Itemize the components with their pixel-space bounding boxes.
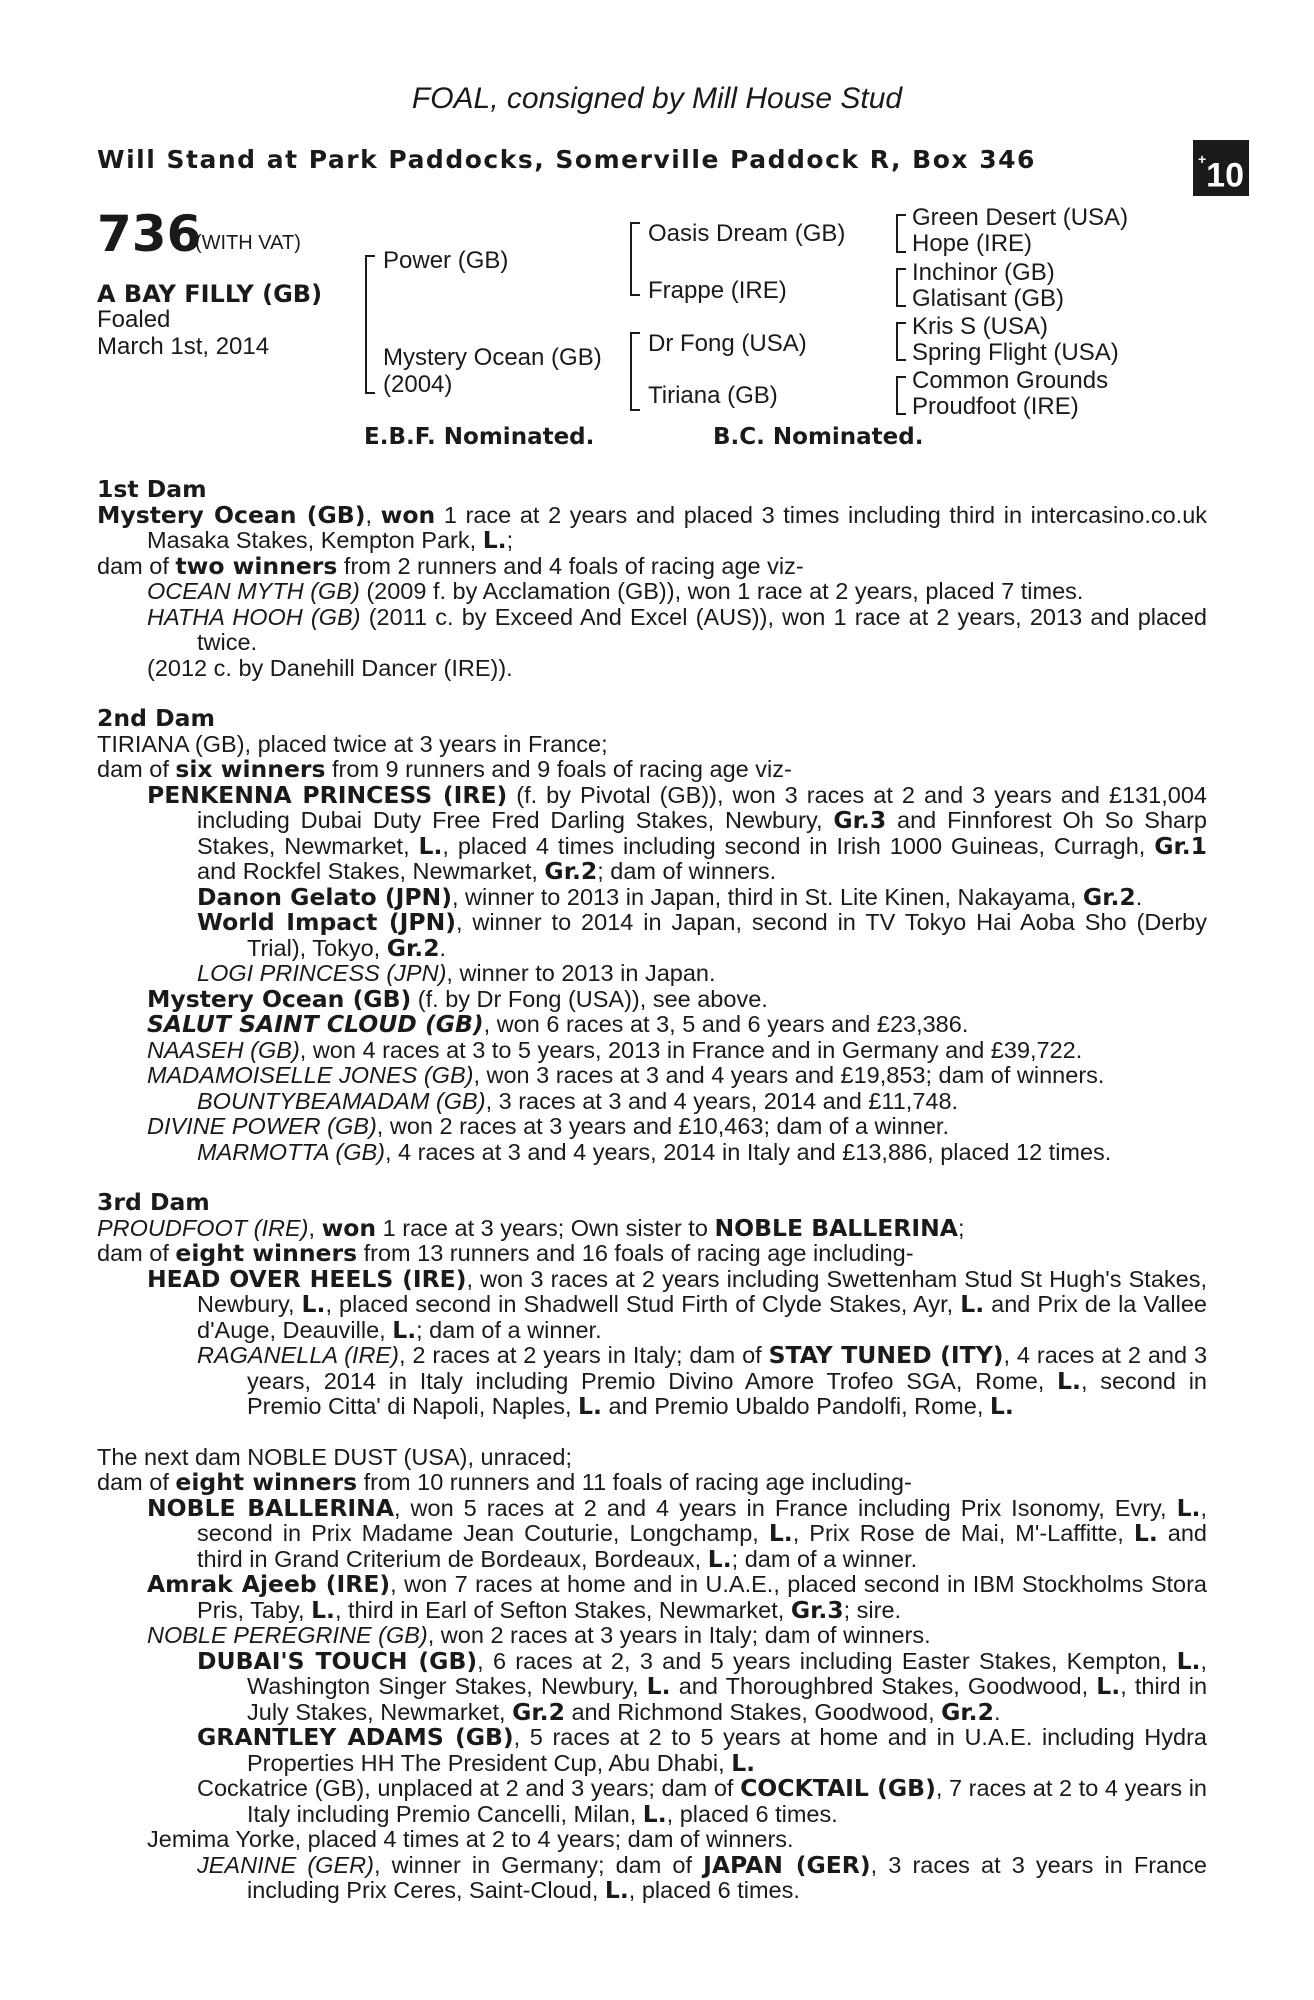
badge-number: 10 [1206, 156, 1244, 195]
dam1-foal-1: OCEAN MYTH (GB) (2009 f. by Acclamation (GB)), won 1 race at 2 years, placed 7 times. [147, 578, 1084, 604]
pedigree-brace-sire [630, 222, 640, 296]
dam2-grand-world: World Impact (JPN), winner to 2014 in Japan, second in TV Tokyo Hai Aoba Sho (Derby Trial), Tokyo, Gr.2. [197, 908, 1208, 962]
first-dam-heading: 1st Dam [97, 475, 207, 503]
dam1-foal-2: HATHA HOOH (GB) (2011 c. by Exceed And Excel (AUS)), won 1 race at 2 years, 2013 and placed twice. [147, 603, 1207, 655]
badge-mark: + [1197, 151, 1207, 167]
dam2-record: TIRIANA (GB), placed twice at 3 years in France; [97, 730, 608, 757]
lot-description: A BAY FILLY (GB) [97, 280, 323, 308]
dam2-foal-madamoiselle: MADAMOISELLE JONES (GB), won 3 races at 3 and 4 years and £19,853; dam of winners. [147, 1062, 1105, 1088]
dam1-foal-3: (2012 c. by Danehill Dancer (IRE)). [147, 654, 513, 681]
dam2-grand-marmotta: MARMOTTA (GB), 4 races at 3 and 4 years, 2014 in Italy and £13,886, placed 12 times. [197, 1138, 1112, 1165]
dam4-record: The next dam NOBLE DUST (USA), unraced; [97, 1443, 572, 1470]
pedigree-brace-g2 [896, 268, 906, 307]
dam2-foal-divine: DIVINE POWER (GB), won 2 races at 3 years and £10,463; dam of a winner. [147, 1113, 949, 1139]
pedigree-brace-main [365, 255, 375, 394]
dam3-produce: dam of eight winners from 13 runners and 16 foals of racing age including- [97, 1239, 914, 1267]
sire-sire: Oasis Dream (GB) [648, 220, 846, 247]
dam2-produce: dam of six winners from 9 runners and 9 foals of racing age viz- [97, 755, 792, 783]
sire-dam: Frappe (IRE) [648, 277, 787, 304]
dam: Mystery Ocean (GB) [383, 344, 602, 371]
gg-dam-4: Proudfoot (IRE) [912, 393, 1079, 420]
pedigree-brace-g3 [896, 322, 906, 361]
stand-location: Will Stand at Park Paddocks, Somerville Paddock R, Box 346 [97, 145, 1036, 174]
foaled-label: Foaled [97, 306, 171, 333]
pedigree-brace-g1 [896, 214, 906, 253]
second-dam-heading: 2nd Dam [97, 704, 215, 732]
dam4-grand-jeanine: JEANINE (GER), winner in Germany; dam of JAPAN (GER), 3 races at 3 years in France including Prix Ceres, Saint-Cloud, L., placed 6 times. [197, 1850, 1208, 1904]
dam-year: (2004) [383, 371, 453, 398]
dam-sire: Dr Fong (USA) [648, 330, 807, 357]
gg-sire-3: Kris S (USA) [912, 313, 1049, 340]
dam4-produce: dam of eight winners from 10 runners and 11 foals of racing age including- [97, 1468, 912, 1496]
dam2-foal-naaseh: NAASEH (GB), won 4 races at 3 to 5 years, 2013 in France and in Germany and £39,722. [147, 1036, 1083, 1063]
dam3-record: PROUDFOOT (IRE), won 1 race at 3 years; Own sister to NOBLE BALLERINA; [97, 1213, 965, 1242]
catalogue-text [97, 477, 1207, 1904]
dam2-foal-penkenna: PENKENNA PRINCESS (IRE) (f. by Pivotal (GB)), won 3 races at 2 and 3 years and £131,004 including Dubai Duty Free Fred Darling Stakes, Newbury, Gr.3 and Finnforest Oh So Sharp Stakes, Newmarket, L., placed 4 times including second in Irish 1000 Guineas, Curragh, Gr.1 and Rockfel Stakes, Newmarket, Gr.2; dam of winners. [147, 780, 1207, 885]
lot-number: 736 [97, 205, 202, 263]
gg-dam-1: Hope (IRE) [912, 230, 1033, 257]
dam2-grand-logi: LOGI PRINCESS (JPN), winner to 2013 in Japan. [197, 960, 716, 986]
foaled-date: March 1st, 2014 [97, 333, 270, 360]
dam2-grand-danon: Danon Gelato (JPN), winner to 2013 in Japan, third in St. Lite Kinen, Nakayama, Gr.2. [197, 882, 1143, 911]
dam1-record: Mystery Ocean (GB), won 1 race at 2 years and placed 3 times including third in intercasino.co.uk Masaka Stakes, Kempton Park, L.; [97, 500, 1208, 554]
dam2-foal-salut: SALUT SAINT CLOUD (GB), won 6 races at 3, 5 and 6 years and £23,386. [147, 1010, 969, 1038]
pedigree-brace-g4 [896, 376, 906, 415]
dam2-grand-bounty: BOUNTYBEAMADAM (GB), 3 races at 3 and 4 years, 2014 and £11,748. [197, 1087, 959, 1114]
bc-nomination: B.C. Nominated. [713, 424, 924, 450]
vat-note: (WITH VAT) [195, 232, 301, 254]
dam4-foal-noble-ballerina: NOBLE BALLERINA, won 5 races at 2 and 4 years in France including Prix Isonomy, Evry, L., second in Prix Madame Jean Couturie, Longchamp, L., Prix Rose de Mai, M'-Laffitte, L. and third in Grand Criterium de Bordeaux, Bordeaux, L.; dam of a winner. [147, 1493, 1207, 1573]
third-dam-heading: 3rd Dam [97, 1188, 210, 1216]
gg-sire-2: Inchinor (GB) [912, 259, 1055, 286]
gg-dam-2: Glatisant (GB) [912, 285, 1065, 312]
sire: Power (GB) [383, 247, 509, 274]
gg-sire-1: Green Desert (USA) [912, 204, 1129, 231]
dam4-grand-dubais-touch: DUBAI'S TOUCH (GB), 6 races at 2, 3 and 5 years including Easter Stakes, Kempton, L., Washington Singer Stakes, Newbury, L. and Thoroughbred Stakes, Goodwood, L., third in July Stakes, Newmarket, Gr.2 and Richmond Stakes, Goodwood, Gr.2. [197, 1646, 1208, 1726]
dam-dam: Tiriana (GB) [648, 382, 778, 409]
dam4-foal-amrak: Amrak Ajeeb (IRE), won 7 races at home and in U.A.E., placed second in IBM Stockholms Stora Pris, Taby, L., third in Earl of Sefton Stakes, Newmarket, Gr.3; sire. [147, 1570, 1207, 1624]
dam1-produce: dam of two winners from 2 runners and 4 foals of racing age viz- [97, 551, 804, 580]
gg-sire-4: Common Grounds [912, 367, 1109, 394]
page-badge [1193, 140, 1249, 196]
gg-dam-3: Spring Flight (USA) [912, 339, 1119, 366]
dam4-foal-peregrine: NOBLE PEREGRINE (GB), won 2 races at 3 years in Italy; dam of winners. [147, 1622, 931, 1648]
dam3-foal-head: HEAD OVER HEELS (IRE), won 3 races at 2 years including Swettenham Stud St Hugh's Stakes, Newbury, L., placed second in Shadwell Stud Firth of Clyde Stakes, Ayr, L. and Prix de la Vallee d'Auge, Deauville, L.; dam of a winner. [147, 1264, 1207, 1344]
dam4-grand-grantley: GRANTLEY ADAMS (GB), 5 races at 2 to 5 years at home and in U.A.E. including Hydra Properties HH The President Cup, Abu Dhabi, L. [197, 1723, 1207, 1777]
ebf-nomination: E.B.F. Nominated. [364, 424, 595, 450]
dam4-grand-cockatrice: Cockatrice (GB), unplaced at 2 and 3 years; dam of COCKTAIL (GB), 7 races at 2 to 4 years in Italy including Premio Cancelli, Milan, L., placed 6 times. [197, 1774, 1208, 1828]
dam2-foal-mystery: Mystery Ocean (GB) (f. by Dr Fong (USA)), see above. [147, 984, 768, 1013]
dam4-foal-jemima: Jemima Yorke, placed 4 times at 2 to 4 years; dam of winners. [147, 1826, 794, 1852]
consignor-line: FOAL, consigned by Mill House Stud [411, 82, 903, 115]
pedigree-brace-dam [630, 332, 640, 411]
dam3-grand-raganella: RAGANELLA (IRE), 2 races at 2 years in Italy; dam of STAY TUNED (ITY), 4 races at 2 and 3 years, 2014 in Italy including Premio Divino Amore Trofeo SGA, Rome, L., second in Premio Citta' di Napoli, Naples, L. and Premio Ubaldo Pandolfi, Rome, L. [197, 1341, 1208, 1420]
